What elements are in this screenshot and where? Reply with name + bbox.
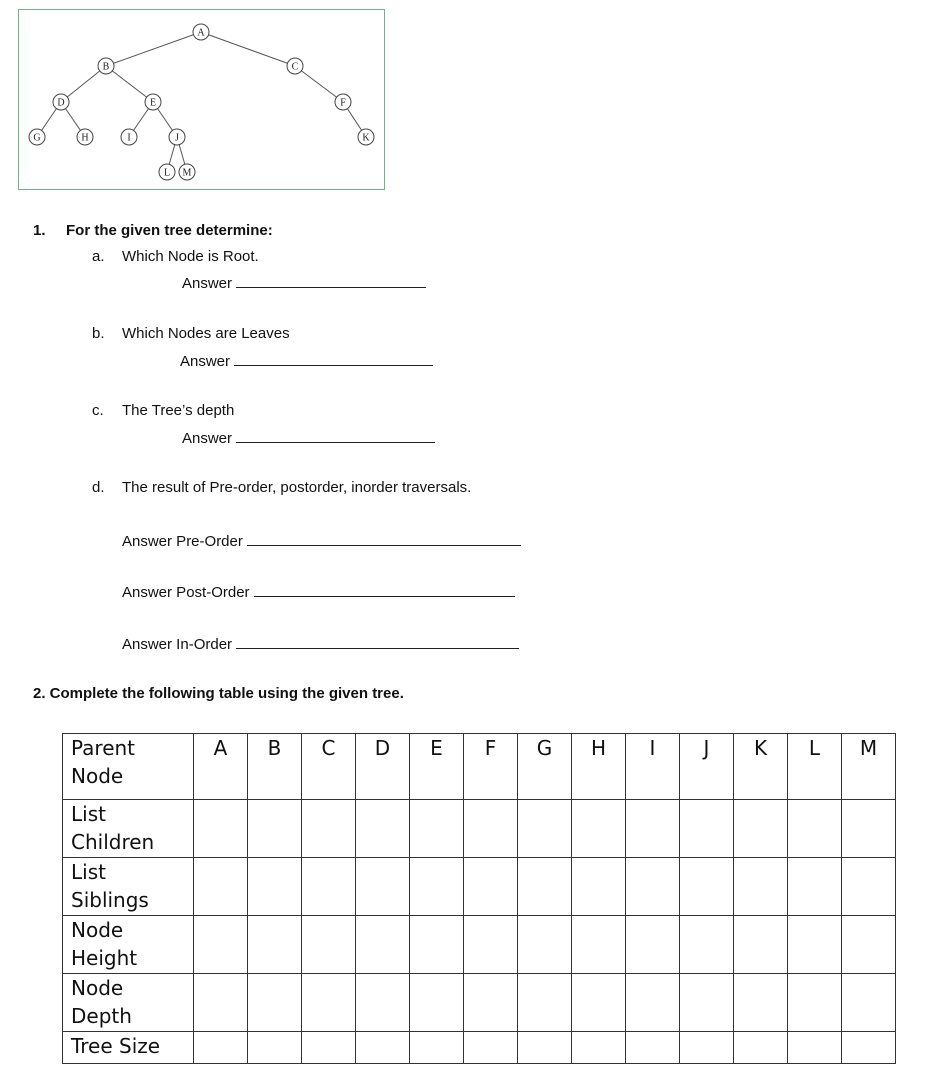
tree-svg xyxy=(19,10,386,191)
node-a xyxy=(193,24,209,40)
node-g-label: G xyxy=(33,132,41,144)
table-cell[interactable] xyxy=(572,974,626,1032)
q1a-answer-label: Answer xyxy=(182,275,233,292)
table-cell[interactable] xyxy=(464,1032,518,1064)
table-cell[interactable] xyxy=(518,1032,572,1064)
table-cell[interactable] xyxy=(248,1032,302,1064)
col-header-k: K xyxy=(734,734,788,800)
table-cell[interactable] xyxy=(302,916,356,974)
row-label-line-1: Tree Size xyxy=(71,1034,161,1058)
edge-c-f xyxy=(295,66,343,102)
row-label-node-height xyxy=(63,916,194,974)
tree-edges xyxy=(37,32,366,172)
table-cell[interactable] xyxy=(194,974,248,1032)
table-cell[interactable] xyxy=(788,858,842,916)
node-j-label: J xyxy=(175,132,179,144)
table-cell[interactable] xyxy=(734,800,788,858)
edge-b-d xyxy=(61,66,106,102)
table-cell[interactable] xyxy=(248,800,302,858)
row-label-list-children xyxy=(63,800,194,858)
table-cell[interactable] xyxy=(194,916,248,974)
table-cell[interactable] xyxy=(410,858,464,916)
table-cell[interactable] xyxy=(680,1032,734,1064)
question-2-heading: 2. Complete the following table using the given tree. xyxy=(33,685,404,702)
table-cell[interactable] xyxy=(572,916,626,974)
table-cell[interactable] xyxy=(788,974,842,1032)
table-cell[interactable] xyxy=(464,974,518,1032)
q1b-answer-line[interactable] xyxy=(234,351,433,366)
node-l xyxy=(159,164,175,180)
node-e xyxy=(145,94,161,110)
edge-a-b xyxy=(106,32,201,66)
row-label-line-1: List xyxy=(71,802,106,826)
table-cell[interactable] xyxy=(842,916,896,974)
header-cell-parent-node xyxy=(63,734,194,800)
node-f xyxy=(335,94,351,110)
question-1-heading: For the given tree determine: xyxy=(66,222,273,239)
q1d-preorder-line[interactable] xyxy=(247,531,521,546)
table-cell[interactable] xyxy=(302,800,356,858)
table-cell[interactable] xyxy=(518,916,572,974)
node-h-label: H xyxy=(81,132,89,144)
col-header-g: G xyxy=(518,734,572,800)
table-cell[interactable] xyxy=(194,1032,248,1064)
node-e-label: E xyxy=(149,97,157,109)
table-cell[interactable] xyxy=(734,974,788,1032)
node-b xyxy=(98,58,114,74)
table-cell[interactable] xyxy=(842,1032,896,1064)
table-cell[interactable] xyxy=(194,858,248,916)
table-cell[interactable] xyxy=(626,800,680,858)
node-k-label: K xyxy=(362,132,370,144)
row-label-line-2: Siblings xyxy=(71,888,149,912)
node-c xyxy=(287,58,303,74)
col-header-m: M xyxy=(842,734,896,800)
node-m-label: M xyxy=(182,167,192,179)
row-label-line-2: Children xyxy=(71,830,155,854)
table-cell[interactable] xyxy=(302,858,356,916)
node-a-label: A xyxy=(197,27,205,39)
q1d-preorder-label: Answer Pre-Order xyxy=(122,533,243,550)
table-cell[interactable] xyxy=(410,1032,464,1064)
row-label-line-1: List xyxy=(71,860,106,884)
node-b-label: B xyxy=(102,61,110,73)
q1c-marker: c. xyxy=(92,402,104,419)
table-cell[interactable] xyxy=(788,1032,842,1064)
node-d xyxy=(53,94,69,110)
table-cell[interactable] xyxy=(572,858,626,916)
q1a-text: Which Node is Root. xyxy=(122,248,259,265)
node-g xyxy=(29,129,45,145)
row-label-line-2: Depth xyxy=(71,1004,132,1028)
col-header-h: H xyxy=(572,734,626,800)
table-cell[interactable] xyxy=(680,800,734,858)
table-cell[interactable] xyxy=(356,800,410,858)
q1c-answer-row xyxy=(182,428,435,447)
table-cell[interactable] xyxy=(734,858,788,916)
table-cell[interactable] xyxy=(734,916,788,974)
q1a-marker: a. xyxy=(92,248,105,265)
row-label-tree-size xyxy=(63,1032,194,1064)
table-cell[interactable] xyxy=(626,916,680,974)
table-cell[interactable] xyxy=(464,800,518,858)
q1b-text: Which Nodes are Leaves xyxy=(122,325,290,342)
q1d-text: The result of Pre-order, postorder, inorder traversals. xyxy=(122,479,472,496)
table-cell[interactable] xyxy=(410,916,464,974)
col-header-i: I xyxy=(626,734,680,800)
q1b-answer-row xyxy=(180,351,433,370)
table-cell[interactable] xyxy=(194,800,248,858)
header-line-2: Node xyxy=(71,764,124,788)
node-h xyxy=(77,129,93,145)
col-header-c: C xyxy=(302,734,356,800)
col-header-l: L xyxy=(788,734,842,800)
row-label-node-depth xyxy=(63,974,194,1032)
table-cell[interactable] xyxy=(572,800,626,858)
table-cell[interactable] xyxy=(302,974,356,1032)
table-cell[interactable] xyxy=(680,858,734,916)
node-c-label: C xyxy=(291,61,299,73)
question-1-number: 1. xyxy=(33,222,46,239)
table-cell[interactable] xyxy=(842,800,896,858)
row-label-line-1: Node xyxy=(71,918,124,942)
table-cell[interactable] xyxy=(248,974,302,1032)
q1d-inorder-line[interactable] xyxy=(236,634,519,649)
row-label-line-1: Node xyxy=(71,976,124,1000)
table-row-list-siblings xyxy=(63,858,896,916)
table-cell[interactable] xyxy=(356,1032,410,1064)
q1b-answer-label: Answer xyxy=(180,353,231,370)
q1c-text: The Tree’s depth xyxy=(122,402,235,419)
table-cell[interactable] xyxy=(518,858,572,916)
table-cell[interactable] xyxy=(356,916,410,974)
table-cell[interactable] xyxy=(248,916,302,974)
q1c-answer-label: Answer xyxy=(182,430,233,447)
q1d-postorder-row xyxy=(122,582,515,601)
node-f-label: F xyxy=(340,97,346,109)
edge-b-e xyxy=(106,66,153,102)
node-i xyxy=(121,129,137,145)
col-header-j: J xyxy=(680,734,734,800)
node-d-label: D xyxy=(57,97,65,109)
q1a-answer-row xyxy=(182,273,426,292)
tree-properties-table xyxy=(62,733,896,1064)
q1b-marker: b. xyxy=(92,325,105,342)
table-cell[interactable] xyxy=(572,1032,626,1064)
q1d-inorder-row xyxy=(122,634,519,653)
table-cell[interactable] xyxy=(518,800,572,858)
table-cell[interactable] xyxy=(518,974,572,1032)
table-cell[interactable] xyxy=(680,974,734,1032)
table-row-node-depth xyxy=(63,974,896,1032)
table-cell[interactable] xyxy=(356,858,410,916)
node-m xyxy=(179,164,195,180)
col-header-b: B xyxy=(248,734,302,800)
node-i-label: I xyxy=(127,132,131,144)
q1d-postorder-label: Answer Post-Order xyxy=(122,584,250,601)
row-label-line-2: Height xyxy=(71,946,138,970)
table-cell[interactable] xyxy=(842,858,896,916)
row-label-list-siblings xyxy=(63,858,194,916)
table-cell[interactable] xyxy=(410,974,464,1032)
edge-a-c xyxy=(201,32,295,66)
q1a-answer-line[interactable] xyxy=(236,273,426,288)
tree-diagram xyxy=(18,9,385,190)
table-cell[interactable] xyxy=(302,1032,356,1064)
table-cell[interactable] xyxy=(248,858,302,916)
table-cell[interactable] xyxy=(626,1032,680,1064)
table-cell[interactable] xyxy=(842,974,896,1032)
table-cell[interactable] xyxy=(464,858,518,916)
table-cell[interactable] xyxy=(356,974,410,1032)
col-header-a: A xyxy=(194,734,248,800)
table-cell[interactable] xyxy=(788,800,842,858)
q1d-marker: d. xyxy=(92,479,105,496)
node-l-label: L xyxy=(163,167,171,179)
q1d-inorder-label: Answer In-Order xyxy=(122,636,233,653)
col-header-e: E xyxy=(410,734,464,800)
node-k xyxy=(358,129,374,145)
node-j xyxy=(169,129,185,145)
table-row-list-children xyxy=(63,800,896,858)
table-row-tree-size xyxy=(63,1032,896,1064)
table-header-row xyxy=(63,734,896,800)
header-line-1: Parent xyxy=(71,736,136,760)
table-cell[interactable] xyxy=(410,800,464,858)
col-header-f: F xyxy=(464,734,518,800)
col-header-d: D xyxy=(356,734,410,800)
table-cell[interactable] xyxy=(734,1032,788,1064)
q1c-answer-line[interactable] xyxy=(236,428,435,443)
q1d-postorder-line[interactable] xyxy=(254,582,515,597)
table-row-node-height xyxy=(63,916,896,974)
table-cell[interactable] xyxy=(626,974,680,1032)
q1d-preorder-row xyxy=(122,531,521,550)
table-cell[interactable] xyxy=(680,916,734,974)
table-cell[interactable] xyxy=(626,858,680,916)
table-cell[interactable] xyxy=(788,916,842,974)
table-cell[interactable] xyxy=(464,916,518,974)
